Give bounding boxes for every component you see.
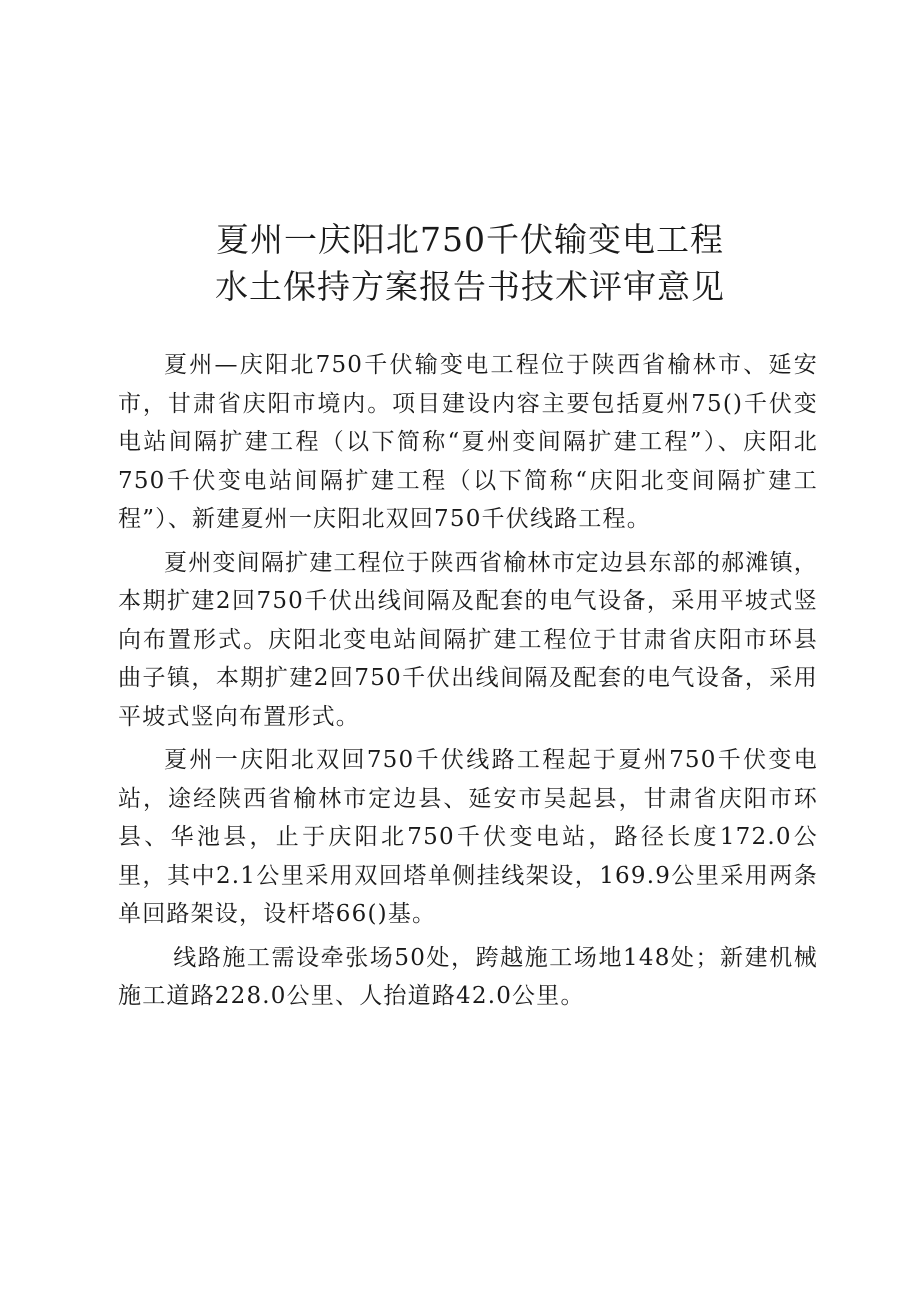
paragraph-project-overview: 夏州—庆阳北750千伏输变电工程位于陕西省榆林市、延安市，甘肃省庆阳市境内。项目建设内容主要包括夏州75()千伏变电站间隔扩建工程（以下简称“夏州变间隔扩建工程”）、庆阳北750千伏变电站间隔扩建工程（以下简称“庆阳北变间隔扩建工程”）、新建夏州一庆阳北双回750千伏线路工程。 xyxy=(118,352,818,532)
paragraph-construction-sites: 线路施工需设牵张场50处，跨越施工场地148处；新建机械施工道路228.0公里、人抬道路42.0公里。 xyxy=(118,944,818,1009)
paragraph-line-route: 夏州一庆阳北双回750千伏线路工程起于夏州750千伏变电站，途经陕西省榆林市定边县、延安市吴起县，甘肃省庆阳市环县、华池县，止于庆阳北750千伏变电站，路径长度172.0公里，其中2.1公里采用双回塔单侧挂线架设，169.9公里采用两条单回路架设，设杆塔66()基。 xyxy=(118,747,818,927)
document-body xyxy=(118,346,818,1021)
document-title-line-2: 水土保持方案报告书技术评审意见 xyxy=(215,267,725,306)
paragraph-substation-expansion: 夏州变间隔扩建工程位于陕西省榆林市定边县东部的郝滩镇，本期扩建2回750千伏出线间隔及配套的电气设备，采用平坡式竖向布置形式。庆阳北变电站间隔扩建工程位于甘肃省庆阳市环县曲子镇，本期扩建2回750千伏出线间隔及配套的电气设备，采用平坡式竖向布置形式。 xyxy=(118,549,818,730)
document-title-line-1: 夏州一庆阳北750千伏输变电工程 xyxy=(216,220,724,259)
